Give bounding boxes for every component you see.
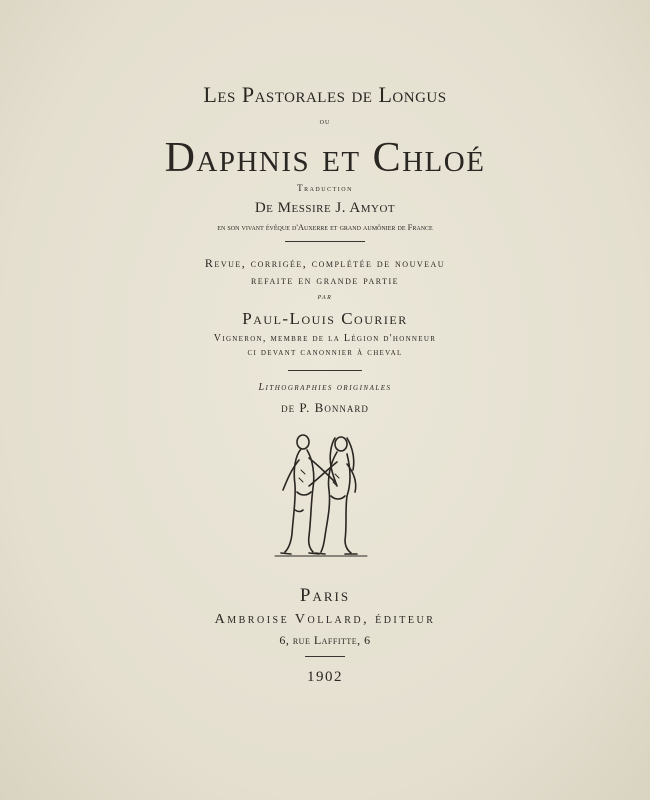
divider-rule: [288, 370, 362, 371]
figure-head-right: [335, 437, 347, 451]
connector-word: ou: [319, 116, 331, 126]
main-title: Daphnis et Chloé: [164, 135, 486, 181]
reviser-description-1: Vigneron, membre de la Légion d'honneur: [213, 333, 437, 344]
reviser-name: Paul-Louis Courier: [242, 309, 408, 328]
divider-rule: [285, 241, 365, 242]
divider-rule: [305, 656, 345, 657]
illustrator-name: de P. Bonnard: [281, 400, 369, 415]
city: Paris: [299, 585, 351, 606]
lithographs-label: Lithographies originales: [258, 382, 392, 393]
figure-head-left: [297, 435, 309, 449]
translator-name: De Messire J. Amyot: [254, 200, 396, 216]
traduction-label: Traduction: [297, 183, 353, 193]
lovers-illustration: [265, 430, 385, 560]
reviser-description-2: ci devant canonnier à cheval: [247, 347, 403, 358]
publisher: Ambroise Vollard, éditeur: [214, 612, 436, 627]
series-title: Les Pastorales de Longus: [203, 82, 447, 107]
translator-description: en son vivant évêque d'Auxerre et grand aumônier de France: [217, 222, 433, 232]
publication-year: 1902: [307, 669, 343, 685]
revision-line-2: refaite en grande partie: [250, 273, 400, 287]
publisher-address: 6, rue Laffitte, 6: [279, 633, 371, 647]
par-label: par: [317, 291, 333, 301]
revision-line-1: Revue, corrigée, complétée de nouveau: [204, 256, 446, 270]
